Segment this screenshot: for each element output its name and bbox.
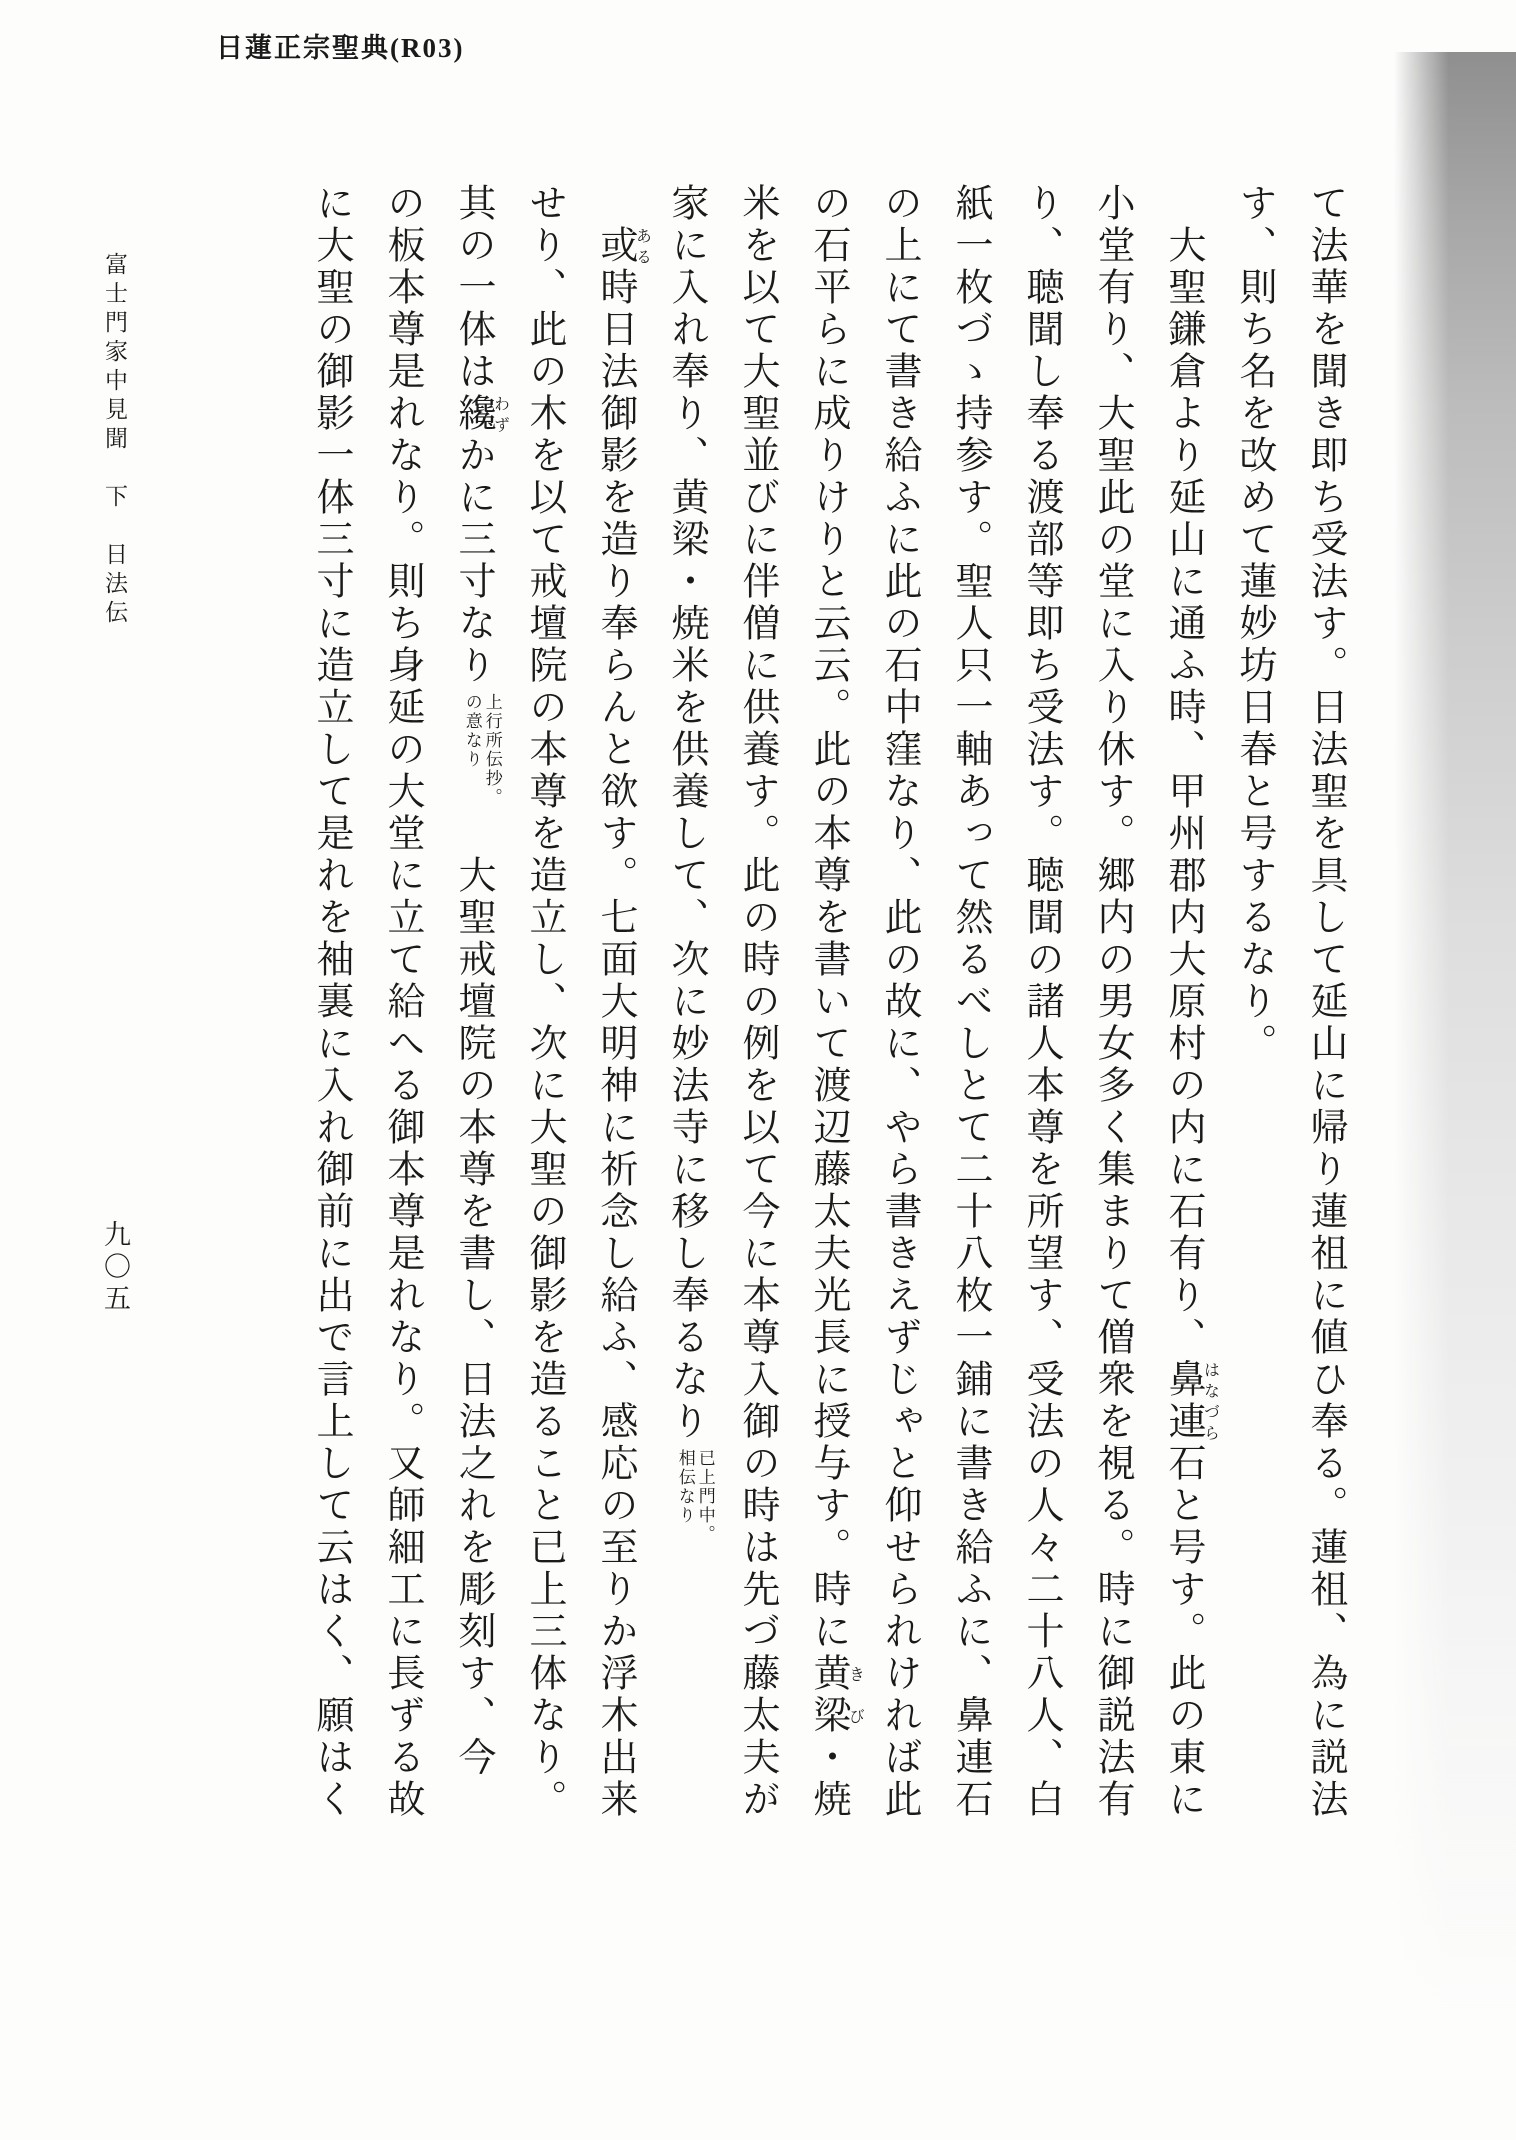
text-column: 米を以て大聖並びに伴僧に供養す。此の時の例を以て今に本尊入御の時は先づ藤太夫が	[736, 183, 778, 1821]
page-number: 九〇五	[100, 1220, 130, 1316]
text-column: 大聖鎌倉より延山に通ふ時、甲州郡内大原村の内に石有り、鼻連はなづら石と号す。此の東に	[1162, 225, 1219, 1821]
ruby-annotated-word: 纔わず	[452, 393, 509, 435]
text-column: り、聴聞し奉る渡部等即ち受法す。聴聞の諸人本尊を所望す、受法の人々二十八人、白	[1020, 183, 1062, 1821]
scan-shadow-artifact	[1394, 52, 1516, 2012]
inline-note: 上行所伝抄。 の意なり	[462, 693, 502, 807]
text-column: せり、此の木を以て戒壇院の本尊を造立し、次に大聖の御影を造ること已上三体なり。	[523, 183, 565, 1821]
ruby-annotated-word: 黄梁きび	[807, 1653, 864, 1737]
text-column: 小堂有り、大聖此の堂に入り休す。郷内の男女多く集まりて僧衆を視る。時に御説法有	[1091, 183, 1133, 1821]
text-column: に大聖の御影一体三寸に造立して是れを袖裏に入れ御前に出で言上して云はく、願はく	[310, 183, 352, 1821]
text-column: の板本尊是れなり。則ち身延の大堂に立て給へる御本尊是れなり。又師細工に長ずる故	[381, 183, 423, 1821]
text-column: 其の一体は纔わずかに三寸なり 上行所伝抄。 の意なり 大聖戒壇院の本尊を書し、日法之れを彫刻す、今	[452, 183, 509, 1779]
text-column: 紙一枚づゝ持参す。聖人只一軸あって然るべしとて二十八枚一鋪に書き給ふに、鼻連石	[949, 183, 991, 1821]
book-section-label: 富士門家中見聞 下 日法伝	[102, 252, 127, 629]
text-column: 家に入れ奉り、黄梁・焼米を供養して、次に妙法寺に移し奉るなり 已上門中。 相伝なり	[665, 183, 715, 1544]
text-block	[295, 183, 1360, 1883]
text-column: の上にて書き給ふに此の石中窪なり、此の故に、やら書きえずじゃと仰せられければ此	[878, 183, 920, 1821]
page-title: 日蓮正宗聖典(R03)	[216, 33, 465, 63]
ruby-annotated-word: 或ある	[594, 225, 651, 267]
ruby-annotated-word: 鼻連はなづら	[1162, 1359, 1219, 1443]
inline-note: 已上門中。 相伝なり	[675, 1449, 715, 1544]
text-column: 或ある時日法御影を造り奉らんと欲す。七面大明神に祈念し給ふ、感応の至りか浮木出来	[594, 225, 651, 1821]
text-column: す、則ち名を改めて蓮妙坊日春と号するなり。	[1233, 183, 1275, 1065]
text-column: て法華を聞き即ち受法す。日法聖を具して延山に帰り蓮祖に値ひ奉る。蓮祖、為に説法	[1304, 183, 1346, 1821]
text-column: の石平らに成りけりと云云。此の本尊を書いて渡辺藤太夫光長に授与す。時に黄梁きび・焼	[807, 183, 864, 1821]
